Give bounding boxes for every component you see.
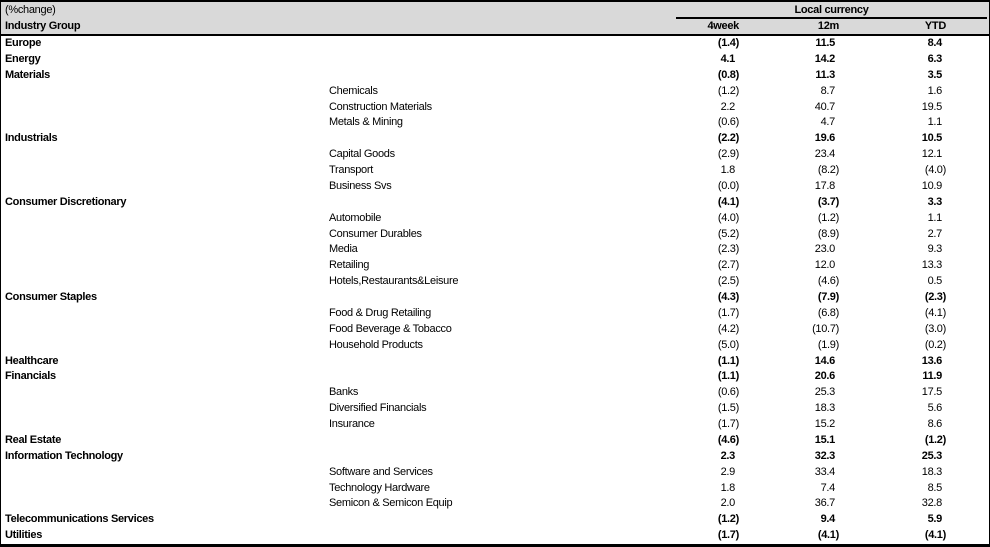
table-row <box>1 36 989 52</box>
table-body <box>1 36 989 544</box>
table-row <box>1 131 989 147</box>
value-cell-ytd: 17.5 <box>921 386 942 399</box>
value-cell-12m: (8.9) <box>817 227 839 240</box>
value-cell-4week: (1.7) <box>717 529 739 542</box>
row-label: Software and Services <box>329 465 433 478</box>
value-cell-4week: (1.4) <box>717 37 739 49</box>
value-cell-ytd: 3.3 <box>927 195 942 208</box>
value-cell-ytd: (4.1) <box>924 306 946 319</box>
value-cell-12m: 23.0 <box>814 243 835 256</box>
table-row <box>1 100 989 116</box>
value-cell-4week: (5.2) <box>717 227 739 240</box>
row-label: Capital Goods <box>329 148 395 161</box>
row-label: Consumer Discretionary <box>5 195 127 208</box>
column-header-12m: 12m <box>817 20 839 32</box>
table-header-top <box>1 2 989 19</box>
value-cell-4week: (4.0) <box>717 211 739 224</box>
value-cell-ytd: (3.0) <box>924 322 946 335</box>
value-cell-ytd: 12.1 <box>921 148 942 161</box>
value-cell-12m: 14.2 <box>814 52 835 65</box>
value-cell-12m: 40.7 <box>814 100 835 113</box>
row-label: Business Svs <box>329 179 392 192</box>
value-cell-4week: (5.0) <box>717 338 739 351</box>
industry-group-header: Industry Group <box>5 20 81 32</box>
value-cell-4week: (2.3) <box>717 243 739 256</box>
row-label: Retailing <box>329 259 370 272</box>
value-cell-4week: (1.2) <box>717 84 739 97</box>
value-cell-12m: 12.0 <box>814 259 835 272</box>
row-label: Insurance <box>329 418 375 430</box>
table-row <box>1 68 989 84</box>
table-row <box>1 354 989 370</box>
table-row <box>1 258 989 274</box>
value-cell-4week: (2.5) <box>717 275 739 288</box>
row-label: Banks <box>329 386 359 399</box>
value-cell-4week: (1.1) <box>717 370 739 383</box>
value-cell-ytd: 32.8 <box>921 497 942 510</box>
row-label: Technology Hardware <box>329 481 430 494</box>
value-cell-12m: 19.6 <box>814 132 835 145</box>
value-cell-4week: 1.8 <box>720 164 735 176</box>
value-cell-ytd: 10.5 <box>921 132 942 145</box>
table-row <box>1 322 989 338</box>
row-label: Materials <box>5 68 50 81</box>
row-label: Chemicals <box>329 84 378 97</box>
table-row <box>1 338 989 354</box>
value-cell-ytd: 8.4 <box>927 37 942 49</box>
table-row <box>1 163 989 179</box>
value-cell-ytd: 5.9 <box>927 513 942 526</box>
value-cell-ytd: 1.1 <box>927 211 942 224</box>
row-label: Information Technology <box>5 449 123 462</box>
table-row <box>1 179 989 195</box>
row-label: Metals & Mining <box>329 116 403 129</box>
value-cell-12m: 15.1 <box>814 433 835 446</box>
value-cell-4week: (0.0) <box>717 179 739 192</box>
value-cell-ytd: 1.6 <box>927 84 942 97</box>
row-label: Real Estate <box>5 433 62 446</box>
row-label: Consumer Staples <box>5 291 97 303</box>
row-label: Financials <box>5 370 56 383</box>
value-cell-ytd: 5.6 <box>927 402 942 415</box>
row-label: Diversified Financials <box>329 402 427 415</box>
value-cell-4week: (2.9) <box>717 148 739 161</box>
value-cell-12m: (7.9) <box>817 291 839 303</box>
value-cell-ytd: 13.3 <box>921 259 942 272</box>
value-cell-12m: (4.1) <box>817 529 839 542</box>
table-row <box>1 274 989 290</box>
table-header-columns <box>1 19 989 36</box>
value-cell-4week: (1.5) <box>717 402 739 415</box>
value-cell-4week: 1.8 <box>720 481 735 494</box>
value-cell-ytd: 11.9 <box>922 370 942 383</box>
value-cell-4week: 2.3 <box>720 449 735 462</box>
value-cell-ytd: 8.5 <box>927 481 942 494</box>
row-label: Household Products <box>329 338 423 351</box>
value-cell-4week: (1.7) <box>717 418 739 430</box>
value-cell-12m: 9.4 <box>820 513 835 526</box>
value-cell-12m: 25.3 <box>814 386 835 399</box>
table-row <box>1 449 989 465</box>
value-cell-4week: (1.7) <box>717 306 739 319</box>
table-row <box>1 242 989 258</box>
column-header-ytd: YTD <box>924 20 946 32</box>
value-cell-ytd: 10.9 <box>921 179 942 192</box>
value-cell-12m: 4.7 <box>820 116 835 129</box>
row-label: Hotels,Restaurants&Leisure <box>329 275 459 288</box>
table-row <box>1 401 989 417</box>
percent-change-label: (%change) <box>5 4 56 16</box>
value-cell-12m: 15.2 <box>814 418 835 430</box>
value-cell-12m: (1.2) <box>817 211 839 224</box>
value-cell-ytd: 3.5 <box>927 68 942 81</box>
value-cell-12m: (1.9) <box>817 338 839 351</box>
value-cell-ytd: 19.5 <box>921 100 942 113</box>
value-cell-12m: 7.4 <box>820 481 835 494</box>
row-label: Construction Materials <box>329 100 432 113</box>
value-cell-12m: 33.4 <box>814 465 835 478</box>
value-cell-12m: 17.8 <box>814 179 835 192</box>
table-row <box>1 211 989 227</box>
value-cell-ytd: 9.3 <box>927 243 942 256</box>
value-cell-4week: (2.7) <box>717 259 739 272</box>
value-cell-4week: (4.6) <box>717 433 739 446</box>
value-cell-4week: (0.6) <box>717 386 739 399</box>
value-cell-12m: 8.7 <box>820 84 835 97</box>
value-cell-4week: 2.9 <box>720 465 735 478</box>
value-cell-4week: (4.1) <box>717 195 739 208</box>
table-row <box>1 369 989 385</box>
value-cell-12m: (3.7) <box>817 195 839 208</box>
value-cell-12m: (10.7) <box>812 322 839 335</box>
value-cell-4week: (2.2) <box>717 132 739 145</box>
value-cell-12m: 11.3 <box>815 68 835 81</box>
value-cell-ytd: (4.1) <box>924 529 946 542</box>
value-cell-ytd: 13.6 <box>921 354 942 367</box>
table-row <box>1 52 989 68</box>
value-cell-12m: 23.4 <box>814 148 835 161</box>
table-row <box>1 306 989 322</box>
value-cell-12m: 18.3 <box>814 402 835 415</box>
row-label: Automobile <box>329 211 382 224</box>
value-cell-12m: 20.6 <box>814 370 835 383</box>
table-row <box>1 433 989 449</box>
value-cell-ytd: (4.0) <box>924 164 946 176</box>
value-cell-4week: (0.8) <box>717 68 739 81</box>
table-row <box>1 385 989 401</box>
row-label: Consumer Durables <box>329 227 422 240</box>
value-cell-ytd: 2.7 <box>927 227 942 240</box>
table-row <box>1 528 989 544</box>
value-cell-ytd: (1.2) <box>924 433 946 446</box>
value-cell-4week: (4.2) <box>717 322 739 335</box>
local-currency-header: Local currency <box>676 3 987 19</box>
value-cell-ytd: 6.3 <box>927 52 942 65</box>
value-cell-ytd: 8.6 <box>927 418 942 430</box>
value-cell-ytd: 25.3 <box>921 449 942 462</box>
row-label: Media <box>329 243 358 256</box>
column-header-4week: 4week <box>707 20 739 32</box>
row-label: Utilities <box>5 529 43 542</box>
row-label: Transport <box>329 164 373 176</box>
table-row <box>1 290 989 306</box>
value-cell-4week: 2.2 <box>720 100 735 113</box>
table-row <box>1 512 989 528</box>
value-cell-4week: (1.2) <box>717 513 739 526</box>
row-label: Food Beverage & Tobacco <box>329 322 452 335</box>
value-cell-ytd: 1.1 <box>927 116 942 129</box>
value-cell-12m: (6.8) <box>817 306 839 319</box>
value-cell-12m: 32.3 <box>814 449 835 462</box>
table-row <box>1 481 989 497</box>
table-row <box>1 195 989 211</box>
row-label: Healthcare <box>5 354 59 367</box>
value-cell-12m: (8.2) <box>817 164 839 176</box>
table-row <box>1 115 989 131</box>
table-row <box>1 147 989 163</box>
row-label: Industrials <box>5 132 58 145</box>
value-cell-4week: 4.1 <box>720 52 735 65</box>
table-row <box>1 417 989 433</box>
table-row <box>1 84 989 100</box>
value-cell-4week: (1.1) <box>717 354 739 367</box>
table-row <box>1 465 989 481</box>
value-cell-4week: 2.0 <box>720 497 735 510</box>
value-cell-ytd: (0.2) <box>924 338 946 351</box>
value-cell-12m: (4.6) <box>817 275 839 288</box>
value-cell-12m: 36.7 <box>814 497 835 510</box>
value-cell-12m: 11.5 <box>815 37 835 49</box>
row-label: Telecommunications Services <box>5 513 154 526</box>
value-cell-ytd: 0.5 <box>927 275 942 288</box>
table-row <box>1 496 989 512</box>
table-row <box>1 227 989 243</box>
row-label: Europe <box>5 37 42 49</box>
value-cell-ytd: (2.3) <box>924 291 946 303</box>
value-cell-4week: (4.3) <box>717 291 739 303</box>
row-label: Semicon & Semicon Equip <box>329 497 453 510</box>
value-cell-4week: (0.6) <box>717 116 739 129</box>
row-label: Energy <box>5 52 41 65</box>
row-label: Food & Drug Retailing <box>329 306 431 319</box>
value-cell-ytd: 18.3 <box>921 465 942 478</box>
value-cell-12m: 14.6 <box>814 354 835 367</box>
